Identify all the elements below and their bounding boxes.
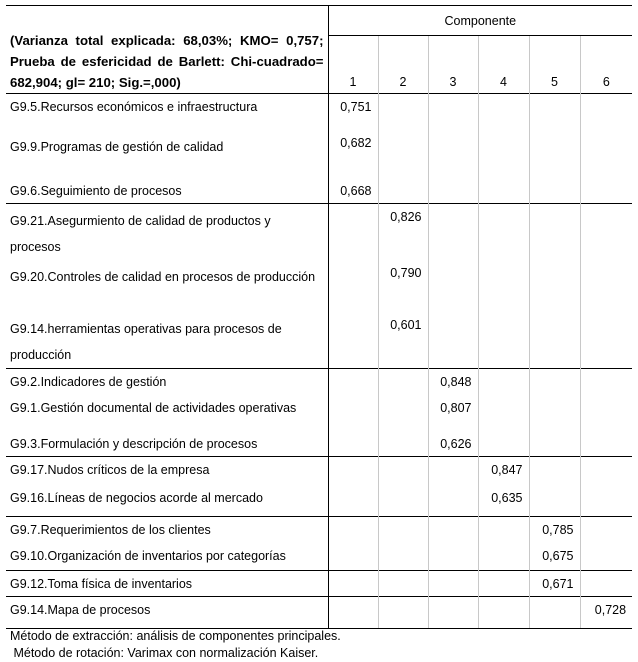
loading-cell: 0,807 <box>428 395 478 431</box>
table-row <box>6 517 632 543</box>
loading-cell <box>580 457 632 485</box>
table-row <box>6 431 632 457</box>
loading-cell <box>580 431 632 457</box>
loading-cell: 0,751 <box>328 94 378 130</box>
loading-cell <box>328 485 378 517</box>
component-number: 1 <box>328 36 378 94</box>
loading-cell <box>580 204 632 261</box>
loading-cell: 0,728 <box>580 597 632 629</box>
loading-cell <box>529 431 580 457</box>
component-number: 6 <box>580 36 632 94</box>
loading-cell <box>328 457 378 485</box>
item-label: G9.2.Indicadores de gestión <box>6 369 328 395</box>
table-row <box>6 571 632 597</box>
table-row <box>6 178 632 204</box>
loading-cell <box>580 571 632 597</box>
loading-cell <box>478 369 529 395</box>
loading-cell <box>378 597 428 629</box>
component-number: 5 <box>529 36 580 94</box>
loading-cell: 0,668 <box>340 183 372 198</box>
loading-cell: 0,682 <box>340 135 372 150</box>
loading-cell <box>478 204 529 261</box>
item-label: G9.5.Recursos económicos e infraestructura <box>6 94 328 130</box>
loading-cell <box>478 260 529 312</box>
table-row <box>6 543 632 571</box>
table-row <box>6 94 632 130</box>
extraction-method-note: Método de extracción: análisis de componentes principales. <box>10 629 341 643</box>
loading-cell <box>580 369 632 395</box>
loading-cell <box>328 260 378 312</box>
component-group-header: Componente <box>328 6 632 36</box>
loading-cell <box>478 178 529 204</box>
loading-cell <box>378 457 428 485</box>
loading-cell <box>328 431 378 457</box>
loading-cell <box>428 485 478 517</box>
loading-cell <box>478 543 529 571</box>
item-label: G9.14.herramientas operativas para procesos de producción <box>6 312 328 369</box>
loading-cell <box>378 395 428 431</box>
loading-cell <box>428 204 478 261</box>
table-row <box>6 260 632 312</box>
loading-cell <box>529 260 580 312</box>
item-label: G9.7.Requerimientos de los clientes <box>6 517 328 543</box>
loading-cell <box>529 369 580 395</box>
loading-cell <box>580 130 632 178</box>
loading-cell <box>580 312 632 369</box>
item-label: G9.20.Controles de calidad en procesos de producción <box>6 260 328 312</box>
loading-cell <box>580 543 632 571</box>
loading-cell <box>328 312 378 369</box>
loading-cell: 0,601 <box>378 312 428 369</box>
item-label: G9.17.Nudos críticos de la empresa <box>6 457 328 485</box>
loading-cell <box>478 312 529 369</box>
loading-cell <box>378 178 428 204</box>
loading-cell <box>478 395 529 431</box>
item-label: G9.6.Seguimiento de procesos <box>6 178 328 204</box>
item-label: G9.1.Gestión documental de actividades operativas <box>6 395 328 431</box>
item-label: G9.9.Programas de gestión de calidad <box>6 130 328 178</box>
loading-cell <box>580 395 632 431</box>
loading-cell <box>378 543 428 571</box>
table-footer <box>10 628 341 662</box>
table-row <box>6 312 632 369</box>
table-row <box>6 597 632 629</box>
loading-cell <box>378 485 428 517</box>
loading-cell <box>580 260 632 312</box>
table-row <box>6 457 632 485</box>
loading-cell <box>328 571 378 597</box>
loading-cell: 0,847 <box>478 457 529 485</box>
loading-cell: 0,626 <box>428 431 478 457</box>
loading-cell <box>378 431 428 457</box>
item-label: G9.10.Organización de inventarios por categorías <box>6 543 328 571</box>
loading-cell <box>580 517 632 543</box>
loading-cell <box>428 178 478 204</box>
loading-cell <box>428 260 478 312</box>
loading-cell: 0,826 <box>378 204 428 261</box>
loading-cell <box>428 457 478 485</box>
loading-cell <box>428 517 478 543</box>
table-row <box>6 485 632 517</box>
loading-cell <box>580 485 632 517</box>
loading-cell <box>328 597 378 629</box>
loading-cell <box>328 395 378 431</box>
loading-cell <box>478 517 529 543</box>
loading-cell: 0,790 <box>378 260 428 312</box>
loading-cell <box>580 94 632 130</box>
loading-cell <box>529 312 580 369</box>
loading-cell <box>478 130 529 178</box>
loading-cell <box>428 94 478 130</box>
loading-cell <box>428 597 478 629</box>
loading-cell <box>529 178 580 204</box>
table-row <box>6 204 632 261</box>
loading-cell <box>328 543 378 571</box>
loading-cell <box>529 94 580 130</box>
table-row <box>6 130 632 178</box>
loading-cell: 0,675 <box>529 543 580 571</box>
loading-cell <box>529 204 580 261</box>
table-row <box>6 369 632 395</box>
loading-cell: 0,635 <box>478 485 529 517</box>
item-label: G9.21.Asegurmiento de calidad de productos y procesos <box>6 204 328 261</box>
loading-cell <box>378 94 428 130</box>
loading-cell <box>378 517 428 543</box>
item-label: G9.14.Mapa de procesos <box>6 597 328 629</box>
loading-cell <box>478 431 529 457</box>
component-number: 2 <box>378 36 428 94</box>
item-label: G9.12.Toma física de inventarios <box>6 571 328 597</box>
factor-loadings-table <box>6 5 632 629</box>
loading-cell: 0,848 <box>428 369 478 395</box>
table-header-description: (Varianza total explicada: 68,03%; KMO= 0,757; Prueba de esfericidad de Barlett: Chi-cuadrado= 682,904; gl= 210; Sig.=,000) <box>6 6 328 94</box>
table-row <box>6 395 632 431</box>
loading-cell <box>529 395 580 431</box>
loading-cell <box>428 571 478 597</box>
loading-cell <box>529 130 580 178</box>
loading-cell: 0,671 <box>529 571 580 597</box>
loading-cell <box>529 485 580 517</box>
loading-cell <box>428 312 478 369</box>
loading-cell <box>478 94 529 130</box>
loading-cell <box>428 543 478 571</box>
loading-cell <box>529 457 580 485</box>
loading-cell <box>580 178 632 204</box>
loading-cell <box>328 204 378 261</box>
loading-cell <box>428 130 478 178</box>
loading-cell <box>478 597 529 629</box>
loading-cell: 0,785 <box>529 517 580 543</box>
loading-cell <box>378 369 428 395</box>
loading-cell <box>478 571 529 597</box>
loading-cell <box>328 369 378 395</box>
component-number: 4 <box>478 36 529 94</box>
component-number: 3 <box>428 36 478 94</box>
item-label: G9.3.Formulación y descripción de procesos <box>6 431 328 457</box>
loading-cell <box>378 130 428 178</box>
loading-cell <box>328 517 378 543</box>
rotation-method-note: Método de rotación: Varimax con normalización Kaiser. <box>10 646 319 660</box>
loading-cell <box>378 571 428 597</box>
item-label: G9.16.Líneas de negocios acorde al mercado <box>6 485 328 517</box>
loading-cell <box>529 597 580 629</box>
